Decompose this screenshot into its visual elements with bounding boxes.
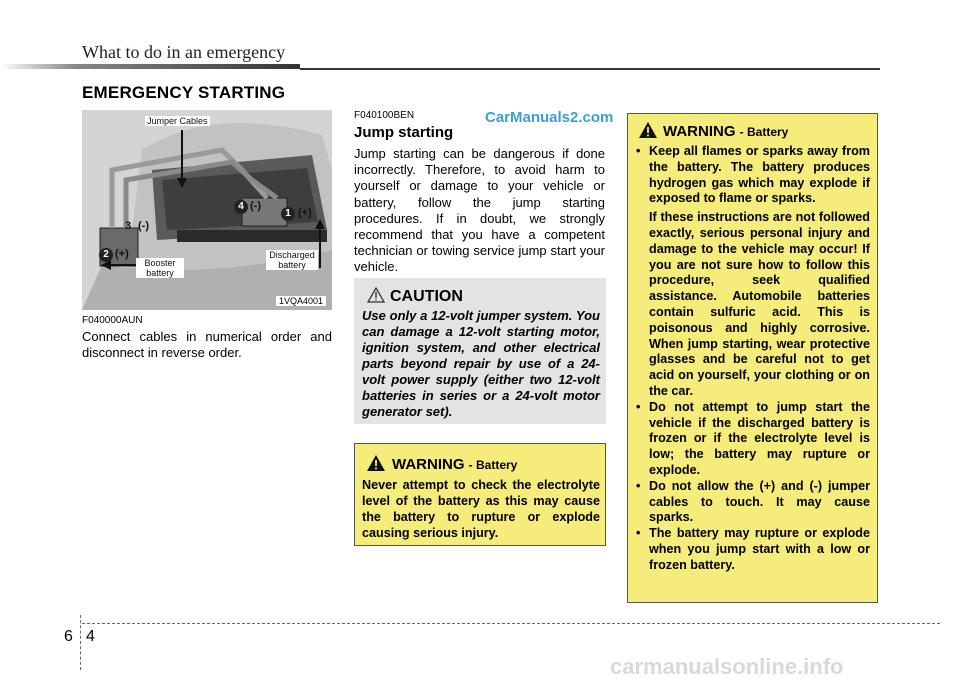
discharged-battery-label: Discharged battery [266,250,318,270]
jumper-cables-label: Jumper Cables [147,116,208,126]
warning-2-item: If these instructions are not followed exactly, serious personal injury and damage to the vehicle may occur! If you are not sure how to follow this procedure, seek qualified assistance. Automobile batteries contain sulfuric acid. This is poisonous and highly corrosive. When jump starting, wear protective glasses and be careful not to get acid on yourself, your clothing or on the car. [649,210,870,398]
caution-title: CAUTION [390,288,463,305]
jump-starting-body: Jump starting can be dangerous if done incorrectly. Therefore, to avoid harm to yourself or damage to your vehicle or battery, follow the jump starting procedures. If in doubt, we strongly recommend that you have a competent technician or towing service jump start your vehicle. [354,146,605,275]
booster-battery-label: Booster battery [136,258,184,278]
caution-triangle-icon [367,287,385,303]
footer-divider [80,615,81,670]
step-4-marker: 4 [234,200,248,214]
warning-2-item: • The battery may rupture or explode when you jump start with a low or frozen battery. [636,526,870,573]
section-title: EMERGENCY STARTING [82,83,286,102]
step-3-sign: (-) [138,220,149,232]
step-3-marker: 3 [125,220,132,232]
figure-id: 1VQA4001 [276,296,326,306]
section-code: F040100BEN [354,110,415,121]
chapter-header-title: What to do in an emergency [82,42,286,62]
caution-body: Use only a 12-volt jumper system. You can damage a 12-volt starting motor, ignition system, and other electrical parts beyond repair by use of a 24-volt power supply (either two 12-volt batteries in series or a 24-volt motor generator set). [362,308,600,419]
warning-2-item: • Do not attempt to jump start the vehicle if the discharged battery is frozen or if the electrolyte level is low; the battery may rupture or explode. [636,400,870,479]
warning-triangle-icon [638,121,658,139]
warning-2-list [636,144,870,574]
figure-code: F040000AUN [82,315,143,326]
step-1-sign: (+) [298,207,312,219]
page-number: 4 [86,628,95,645]
warning-2-item: • Do not allow the (+) and (-) jumper cables to touch. It may cause sparks. [636,479,870,526]
step-4-sign: (-) [250,200,261,212]
warning-triangle-icon [366,454,386,472]
jump-start-illustration [82,110,332,310]
car-engine-bay-drawing [82,110,332,310]
warning-1-body: Never attempt to check the electrolyte level of the battery as this may cause the battery to rupture or explode causing serious injury. [362,478,600,540]
jump-starting-heading: Jump starting [354,124,454,141]
step-2-sign: (+) [115,248,129,260]
header-rule-line [300,68,880,70]
step-2-marker: 2 [99,248,113,262]
watermark-top[interactable]: CarManuals2.com [485,109,614,126]
warning-2-title: WARNING - Battery [663,123,789,140]
warning-2-item: • Keep all flames or sparks away from the battery. The battery produces hydrogen gas which may explode if exposed to flame or sparks. [636,144,870,207]
watermark-bottom[interactable]: carmanualsonline.info [610,654,844,679]
chapter-number: 6 [64,628,73,645]
footer-rule [82,623,940,624]
warning-1-title: WARNING - Battery [392,456,518,473]
step-1-marker: 1 [281,207,295,221]
figure-caption: Connect cables in numerical order and disconnect in reverse order. [82,329,332,360]
header-rule [0,64,300,69]
